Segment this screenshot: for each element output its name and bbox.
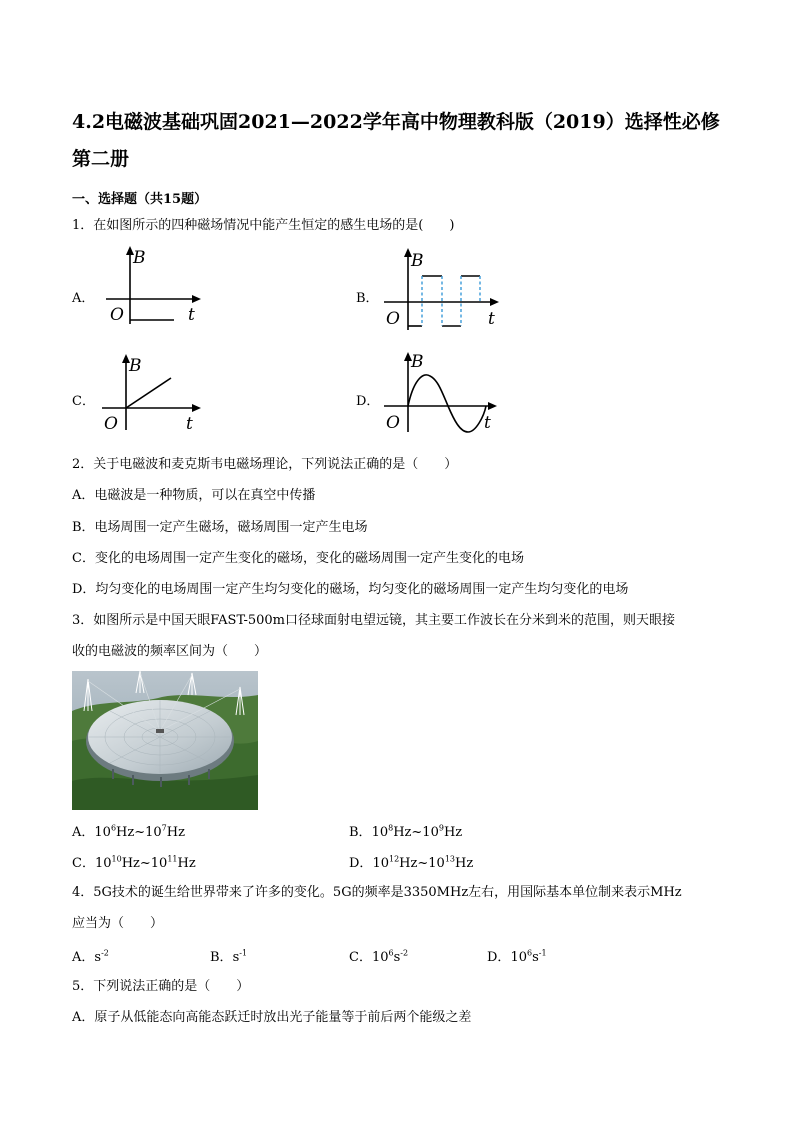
q4-option-a[interactable]: A．$s^{-2}$ xyxy=(72,948,109,965)
q1b-axis-y: B xyxy=(411,251,424,271)
q3-option-d[interactable]: D．$10^{12}Hz\sim 10^{13}Hz$ xyxy=(349,854,474,871)
fast-telescope-photo xyxy=(72,671,258,810)
q2-stem: 2．关于电磁波和麦克斯韦电磁场理论，下列说法正确的是（ ） xyxy=(72,457,458,472)
q1-stem: 1．在如图所示的四种磁场情况中能产生恒定的感生电场的是( ) xyxy=(72,218,455,233)
q5-stem: 5．下列说法正确的是（ ） xyxy=(72,979,250,994)
q4-option-b[interactable]: B．$s^{-1}$ xyxy=(210,948,248,965)
q3-stem-line2: 收的电磁波的频率区间为（ ） xyxy=(72,644,268,659)
q1c-origin: O xyxy=(104,414,118,434)
q1a-axis-y: B xyxy=(133,248,146,268)
q3-option-c[interactable]: C．$10^{10}Hz\sim 10^{11}Hz$ xyxy=(72,854,196,871)
q1-graph-c[interactable] xyxy=(100,352,210,434)
q4-stem-line1: 4．5G技术的诞生给世界带来了许多的变化。5G的频率是3350MHz左右，用国际基本单位制来表示MHz xyxy=(72,885,682,900)
q3-stem-line1: 3．如图所示是中国天眼FAST-500m口径球面射电望远镜，其主要工作波长在分米到米的范围，则天眼接 xyxy=(72,613,675,628)
q1-graph-d[interactable] xyxy=(380,350,506,434)
q2-option-b[interactable]: B．电场周围一定产生磁场，磁场周围一定产生电场 xyxy=(72,520,368,535)
page-title: 4.2电磁波基础巩固2021—2022学年高中物理教科版（2019）选择性必修第二册 xyxy=(72,111,720,170)
q1-graph-a[interactable] xyxy=(100,244,210,326)
section-heading: 一、选择题（共15题） xyxy=(72,192,208,207)
q1-option-b-label: B． xyxy=(356,291,379,306)
q2-option-d[interactable]: D．均匀变化的电场周围一定产生均匀变化的磁场，均匀变化的磁场周围一定产生均匀变化的电场 xyxy=(72,582,629,597)
q1b-axis-x: t xyxy=(488,309,495,329)
q1a-axis-x: t xyxy=(188,305,195,325)
q1c-axis-y: B xyxy=(129,356,142,376)
q1-option-d-label: D． xyxy=(356,394,380,409)
q3-option-a[interactable]: A．$10^6Hz\sim 10^7Hz$ xyxy=(72,823,185,840)
q5-option-a[interactable]: A．原子从低能态向高能态跃迁时放出光子能量等于前后两个能级之差 xyxy=(72,1010,472,1025)
q1-graph-b[interactable] xyxy=(380,246,506,332)
q4-option-c[interactable]: C．$10^6s^{-2}$ xyxy=(349,948,409,965)
q1c-axis-x: t xyxy=(186,414,193,434)
q1-option-a-label: A． xyxy=(72,291,95,306)
q1a-origin: O xyxy=(110,305,124,325)
q2-option-a[interactable]: A．电磁波是一种物质，可以在真空中传播 xyxy=(72,488,316,503)
q1-option-c-label: C． xyxy=(72,394,95,409)
q1b-origin: O xyxy=(386,309,400,329)
q4-option-d[interactable]: D．$10^6s^{-1}$ xyxy=(487,948,547,965)
q1d-origin: O xyxy=(386,413,400,433)
q1d-axis-x: t xyxy=(484,413,491,433)
q1d-axis-y: B xyxy=(411,352,424,372)
q3-option-b[interactable]: B．$10^8Hz\sim 10^9Hz$ xyxy=(349,823,463,840)
q4-stem-line2: 应当为（ ） xyxy=(72,916,164,931)
q2-option-c[interactable]: C．变化的电场周围一定产生变化的磁场，变化的磁场周围一定产生变化的电场 xyxy=(72,551,524,566)
